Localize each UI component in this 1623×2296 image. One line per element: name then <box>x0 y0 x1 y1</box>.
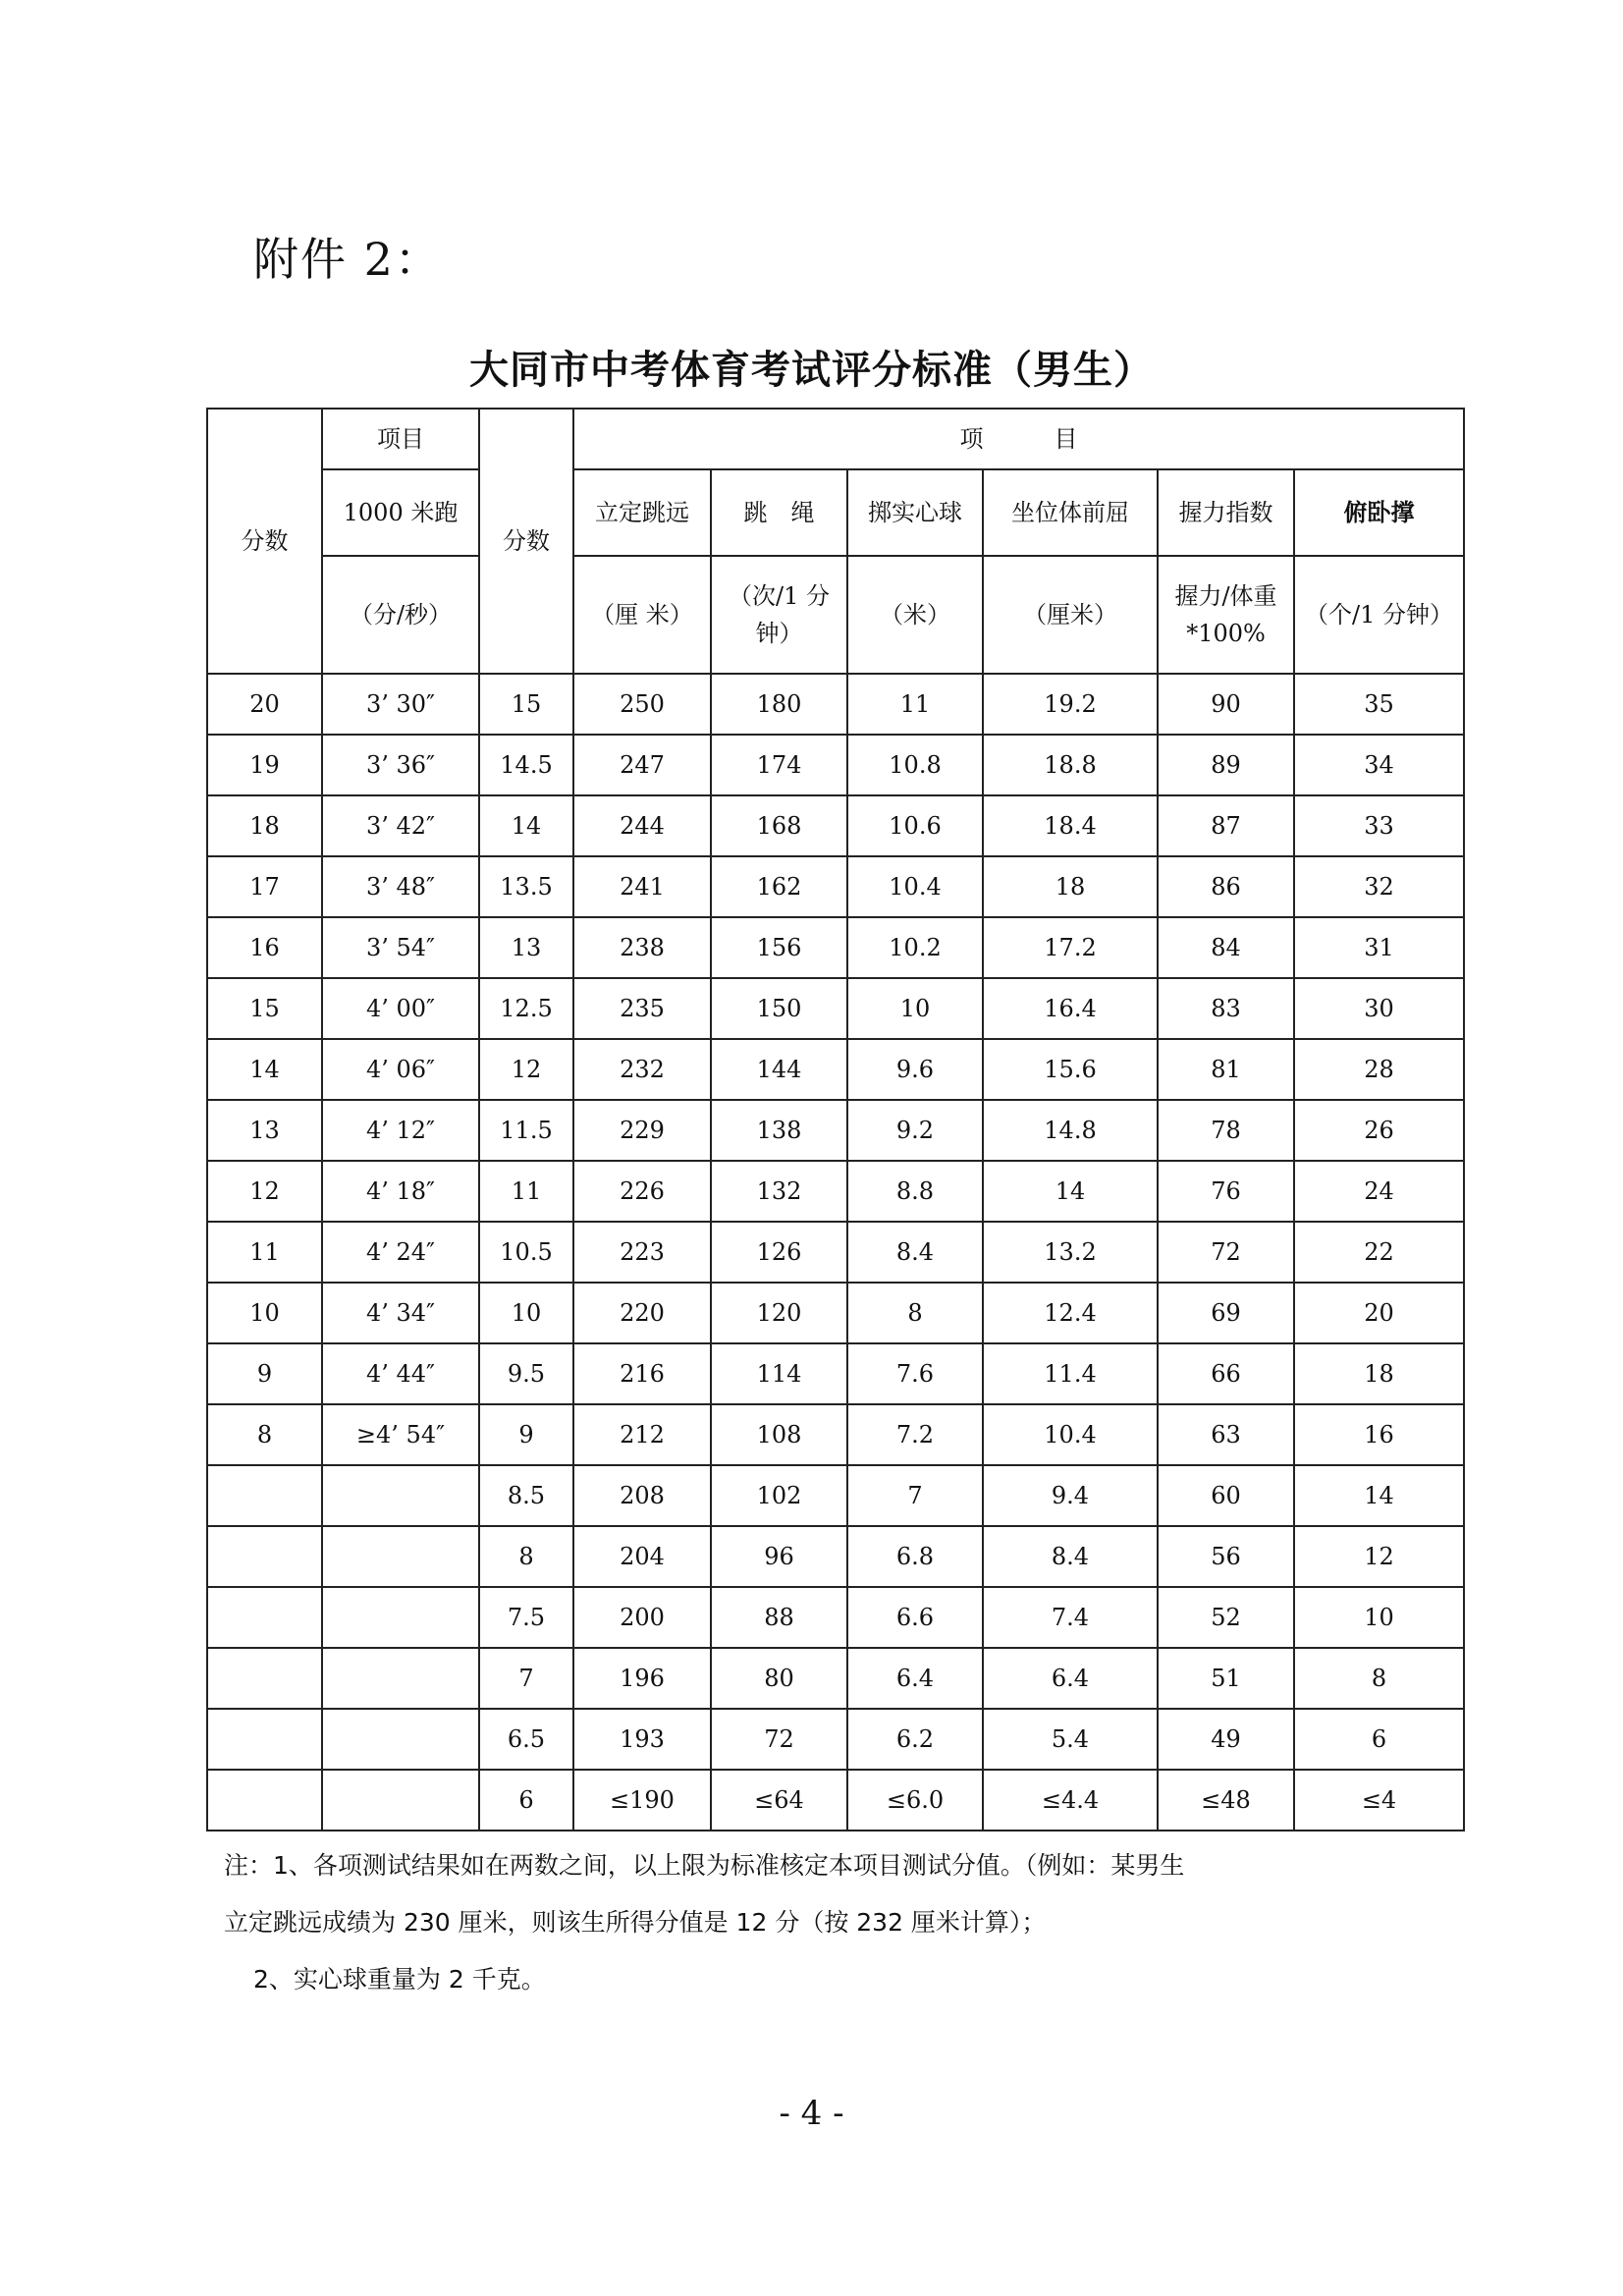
ball-throw-cell: 9.2 <box>847 1100 983 1161</box>
run-time-cell <box>322 1709 479 1770</box>
pushup-cell: 18 <box>1294 1343 1464 1404</box>
col-unit-sit-reach: （厘米） <box>983 556 1158 674</box>
score-left-cell: 18 <box>207 795 322 856</box>
sit-reach-cell: 13.2 <box>983 1222 1158 1283</box>
header-row-2 <box>207 469 1464 556</box>
score-right-cell: 12.5 <box>479 978 573 1039</box>
standing-jump-cell: 196 <box>573 1648 711 1709</box>
standing-jump-cell: 229 <box>573 1100 711 1161</box>
ball-throw-cell: 10.6 <box>847 795 983 856</box>
run-time-cell: 4’ 44″ <box>322 1343 479 1404</box>
table-row <box>207 1770 1464 1831</box>
pushup-cell: 14 <box>1294 1465 1464 1526</box>
sit-reach-cell: ≤4.4 <box>983 1770 1158 1831</box>
run-name-header: 1000 米跑 <box>322 469 479 556</box>
standing-jump-cell: 241 <box>573 856 711 917</box>
table-row <box>207 1161 1464 1222</box>
items-group-header: 项 目 <box>573 409 1464 469</box>
run-time-cell: 3’ 36″ <box>322 735 479 795</box>
sit-reach-cell: 14.8 <box>983 1100 1158 1161</box>
col-unit-grip-index: 握力/体重*100% <box>1158 556 1294 674</box>
col-name-grip-index: 握力指数 <box>1158 469 1294 556</box>
score-right-cell: 13.5 <box>479 856 573 917</box>
table-row <box>207 1709 1464 1770</box>
run-time-cell: 4’ 24″ <box>322 1222 479 1283</box>
ball-throw-cell: 7.6 <box>847 1343 983 1404</box>
rope-skip-cell: 126 <box>711 1222 847 1283</box>
score-right-cell: 13 <box>479 917 573 978</box>
table-row <box>207 1343 1464 1404</box>
table-row <box>207 917 1464 978</box>
ball-throw-cell: 6.4 <box>847 1648 983 1709</box>
sit-reach-cell: 18.4 <box>983 795 1158 856</box>
rope-skip-cell: 156 <box>711 917 847 978</box>
score-left-cell: 11 <box>207 1222 322 1283</box>
grip-index-cell: 51 <box>1158 1648 1294 1709</box>
ball-throw-cell: 8.4 <box>847 1222 983 1283</box>
rope-skip-cell: 72 <box>711 1709 847 1770</box>
run-time-cell: 3’ 30″ <box>322 674 479 735</box>
run-time-cell <box>322 1770 479 1831</box>
grip-index-cell: 76 <box>1158 1161 1294 1222</box>
run-time-cell <box>322 1587 479 1648</box>
note-line-2: 立定跳远成绩为 230 厘米，则该生所得分值是 12 分（按 232 厘米计算）； <box>224 1908 1047 1937</box>
run-time-cell: 3’ 54″ <box>322 917 479 978</box>
score-left-cell: 14 <box>207 1039 322 1100</box>
sit-reach-cell: 12.4 <box>983 1283 1158 1343</box>
score-left-cell: 8 <box>207 1404 322 1465</box>
run-unit-header: （分/秒） <box>322 556 479 674</box>
col-name-sit-reach: 坐位体前屈 <box>983 469 1158 556</box>
standing-jump-cell: 220 <box>573 1283 711 1343</box>
pushup-cell: 20 <box>1294 1283 1464 1343</box>
pushup-cell: 30 <box>1294 978 1464 1039</box>
table-row <box>207 856 1464 917</box>
pushup-cell: 24 <box>1294 1161 1464 1222</box>
ball-throw-cell: 6.2 <box>847 1709 983 1770</box>
grip-index-cell: 66 <box>1158 1343 1294 1404</box>
standing-jump-cell: 216 <box>573 1343 711 1404</box>
sit-reach-cell: 16.4 <box>983 978 1158 1039</box>
ball-throw-cell: 8.8 <box>847 1161 983 1222</box>
sit-reach-cell: 19.2 <box>983 674 1158 735</box>
standing-jump-cell: 232 <box>573 1039 711 1100</box>
score-left-cell <box>207 1587 322 1648</box>
grip-index-cell: 63 <box>1158 1404 1294 1465</box>
score-left-cell: 16 <box>207 917 322 978</box>
ball-throw-cell: 10.4 <box>847 856 983 917</box>
run-time-cell: 4’ 12″ <box>322 1100 479 1161</box>
col-name-rope-skip: 跳 绳 <box>711 469 847 556</box>
rope-skip-cell: 150 <box>711 978 847 1039</box>
rope-skip-cell: 102 <box>711 1465 847 1526</box>
score-left-cell: 12 <box>207 1161 322 1222</box>
rope-skip-cell: 168 <box>711 795 847 856</box>
grip-index-cell: 90 <box>1158 674 1294 735</box>
pushup-cell: 16 <box>1294 1404 1464 1465</box>
col-unit-standing-jump: （厘 米） <box>573 556 711 674</box>
rope-skip-cell: 80 <box>711 1648 847 1709</box>
grip-index-cell: ≤48 <box>1158 1770 1294 1831</box>
rope-skip-cell: 120 <box>711 1283 847 1343</box>
header-row-1 <box>207 409 1464 469</box>
grip-index-cell: 87 <box>1158 795 1294 856</box>
run-time-cell: 4’ 00″ <box>322 978 479 1039</box>
score-right-cell: 9.5 <box>479 1343 573 1404</box>
score-right-cell: 10 <box>479 1283 573 1343</box>
table-row <box>207 1100 1464 1161</box>
score-right-cell: 9 <box>479 1404 573 1465</box>
run-time-cell <box>322 1648 479 1709</box>
table-row <box>207 978 1464 1039</box>
ball-throw-cell: 7.2 <box>847 1404 983 1465</box>
pushup-cell: 33 <box>1294 795 1464 856</box>
grip-index-cell: 89 <box>1158 735 1294 795</box>
score-right-cell: 10.5 <box>479 1222 573 1283</box>
pushup-cell: 34 <box>1294 735 1464 795</box>
standing-jump-cell: 223 <box>573 1222 711 1283</box>
table-row <box>207 735 1464 795</box>
standing-jump-cell: 208 <box>573 1465 711 1526</box>
rope-skip-cell: 96 <box>711 1526 847 1587</box>
pushup-cell: 12 <box>1294 1526 1464 1587</box>
run-time-cell: 4’ 18″ <box>322 1161 479 1222</box>
run-time-cell: 4’ 06″ <box>322 1039 479 1100</box>
score-right-cell: 8.5 <box>479 1465 573 1526</box>
note-line-3: 2、实心球重量为 2 千克。 <box>253 1965 546 1994</box>
table-row <box>207 1587 1464 1648</box>
pushup-cell: 31 <box>1294 917 1464 978</box>
rope-skip-cell: 174 <box>711 735 847 795</box>
ball-throw-cell: 11 <box>847 674 983 735</box>
grip-index-cell: 81 <box>1158 1039 1294 1100</box>
sit-reach-cell: 18.8 <box>983 735 1158 795</box>
rope-skip-cell: ≤64 <box>711 1770 847 1831</box>
score-left-cell: 15 <box>207 978 322 1039</box>
ball-throw-cell: 8 <box>847 1283 983 1343</box>
grip-index-cell: 49 <box>1158 1709 1294 1770</box>
score-left-cell: 10 <box>207 1283 322 1343</box>
table-row <box>207 1648 1464 1709</box>
table-row <box>207 1039 1464 1100</box>
sit-reach-cell: 15.6 <box>983 1039 1158 1100</box>
ball-throw-cell: 6.8 <box>847 1526 983 1587</box>
grip-index-cell: 72 <box>1158 1222 1294 1283</box>
score-right-cell: 6 <box>479 1770 573 1831</box>
score-right-cell: 6.5 <box>479 1709 573 1770</box>
attachment-label: 附件 2： <box>253 233 442 286</box>
ball-throw-cell: 9.6 <box>847 1039 983 1100</box>
pushup-cell: 8 <box>1294 1648 1464 1709</box>
rope-skip-cell: 180 <box>711 674 847 735</box>
grip-index-cell: 69 <box>1158 1283 1294 1343</box>
score-right-cell: 7 <box>479 1648 573 1709</box>
sit-reach-cell: 10.4 <box>983 1404 1158 1465</box>
score-left-cell <box>207 1526 322 1587</box>
pushup-cell: 10 <box>1294 1587 1464 1648</box>
standing-jump-cell: 226 <box>573 1161 711 1222</box>
score-left-cell: 13 <box>207 1100 322 1161</box>
score-right-cell: 7.5 <box>479 1587 573 1648</box>
table-row <box>207 1465 1464 1526</box>
rope-skip-cell: 138 <box>711 1100 847 1161</box>
standing-jump-cell: 200 <box>573 1587 711 1648</box>
col-unit-ball-throw: （米） <box>847 556 983 674</box>
grip-index-cell: 56 <box>1158 1526 1294 1587</box>
ball-throw-cell: 7 <box>847 1465 983 1526</box>
score-left-cell: 9 <box>207 1343 322 1404</box>
pushup-cell: 22 <box>1294 1222 1464 1283</box>
sit-reach-cell: 11.4 <box>983 1343 1158 1404</box>
grip-index-cell: 52 <box>1158 1587 1294 1648</box>
item-label-header: 项目 <box>322 409 479 469</box>
ball-throw-cell: ≤6.0 <box>847 1770 983 1831</box>
pushup-cell: 6 <box>1294 1709 1464 1770</box>
run-time-cell: ≥4’ 54″ <box>322 1404 479 1465</box>
sit-reach-cell: 6.4 <box>983 1648 1158 1709</box>
score-left-cell <box>207 1709 322 1770</box>
run-time-cell: 4’ 34″ <box>322 1283 479 1343</box>
score-right-cell: 14 <box>479 795 573 856</box>
score-right-cell: 15 <box>479 674 573 735</box>
grip-index-cell: 60 <box>1158 1465 1294 1526</box>
grip-index-cell: 83 <box>1158 978 1294 1039</box>
run-time-cell: 3’ 48″ <box>322 856 479 917</box>
document-title: 大同市中考体育考试评分标准（男生） <box>469 348 1154 393</box>
standing-jump-cell: 204 <box>573 1526 711 1587</box>
score-left-cell <box>207 1648 322 1709</box>
rope-skip-cell: 88 <box>711 1587 847 1648</box>
score-right-cell: 11.5 <box>479 1100 573 1161</box>
score-right-header: 分数 <box>479 409 573 674</box>
sit-reach-cell: 7.4 <box>983 1587 1158 1648</box>
rope-skip-cell: 108 <box>711 1404 847 1465</box>
table-row <box>207 1404 1464 1465</box>
rope-skip-cell: 144 <box>711 1039 847 1100</box>
run-time-cell <box>322 1526 479 1587</box>
sit-reach-cell: 5.4 <box>983 1709 1158 1770</box>
sit-reach-cell: 17.2 <box>983 917 1158 978</box>
col-name-standing-jump: 立定跳远 <box>573 469 711 556</box>
rope-skip-cell: 162 <box>711 856 847 917</box>
col-unit-pushup: （个/1 分钟） <box>1294 556 1464 674</box>
rope-skip-cell: 132 <box>711 1161 847 1222</box>
ball-throw-cell: 10.8 <box>847 735 983 795</box>
score-left-cell: 19 <box>207 735 322 795</box>
note-line-1: 注：1、各项测试结果如在两数之间，以上限为标准核定本项目测试分值。（例如：某男生 <box>224 1851 1185 1880</box>
table-row <box>207 1283 1464 1343</box>
pushup-cell: ≤4 <box>1294 1770 1464 1831</box>
grip-index-cell: 78 <box>1158 1100 1294 1161</box>
standing-jump-cell: 193 <box>573 1709 711 1770</box>
standing-jump-cell: 250 <box>573 674 711 735</box>
score-left-cell: 20 <box>207 674 322 735</box>
pushup-cell: 28 <box>1294 1039 1464 1100</box>
sit-reach-cell: 8.4 <box>983 1526 1158 1587</box>
table-row <box>207 795 1464 856</box>
table-row <box>207 1222 1464 1283</box>
score-right-cell: 8 <box>479 1526 573 1587</box>
run-time-cell <box>322 1465 479 1526</box>
grip-index-cell: 86 <box>1158 856 1294 917</box>
pushup-cell: 35 <box>1294 674 1464 735</box>
run-time-cell: 3’ 42″ <box>322 795 479 856</box>
col-unit-rope-skip: （次/1 分钟） <box>711 556 847 674</box>
table-row <box>207 1526 1464 1587</box>
score-right-cell: 14.5 <box>479 735 573 795</box>
standing-jump-cell: 238 <box>573 917 711 978</box>
score-right-cell: 12 <box>479 1039 573 1100</box>
ball-throw-cell: 6.6 <box>847 1587 983 1648</box>
score-right-cell: 11 <box>479 1161 573 1222</box>
score-left-header: 分数 <box>207 409 322 674</box>
pushup-cell: 26 <box>1294 1100 1464 1161</box>
page-number: - 4 - <box>779 2094 844 2133</box>
score-left-cell: 17 <box>207 856 322 917</box>
standing-jump-cell: 247 <box>573 735 711 795</box>
grip-index-cell: 84 <box>1158 917 1294 978</box>
col-name-ball-throw: 掷实心球 <box>847 469 983 556</box>
standing-jump-cell: 212 <box>573 1404 711 1465</box>
sit-reach-cell: 9.4 <box>983 1465 1158 1526</box>
sit-reach-cell: 14 <box>983 1161 1158 1222</box>
table-row <box>207 674 1464 735</box>
ball-throw-cell: 10.2 <box>847 917 983 978</box>
rope-skip-cell: 114 <box>711 1343 847 1404</box>
scoring-table <box>206 408 1465 1831</box>
ball-throw-cell: 10 <box>847 978 983 1039</box>
pushup-cell: 32 <box>1294 856 1464 917</box>
score-left-cell <box>207 1465 322 1526</box>
col-name-pushup: 俯卧撑 <box>1294 469 1464 556</box>
standing-jump-cell: ≤190 <box>573 1770 711 1831</box>
standing-jump-cell: 244 <box>573 795 711 856</box>
sit-reach-cell: 18 <box>983 856 1158 917</box>
header-row-3 <box>207 556 1464 674</box>
score-left-cell <box>207 1770 322 1831</box>
standing-jump-cell: 235 <box>573 978 711 1039</box>
